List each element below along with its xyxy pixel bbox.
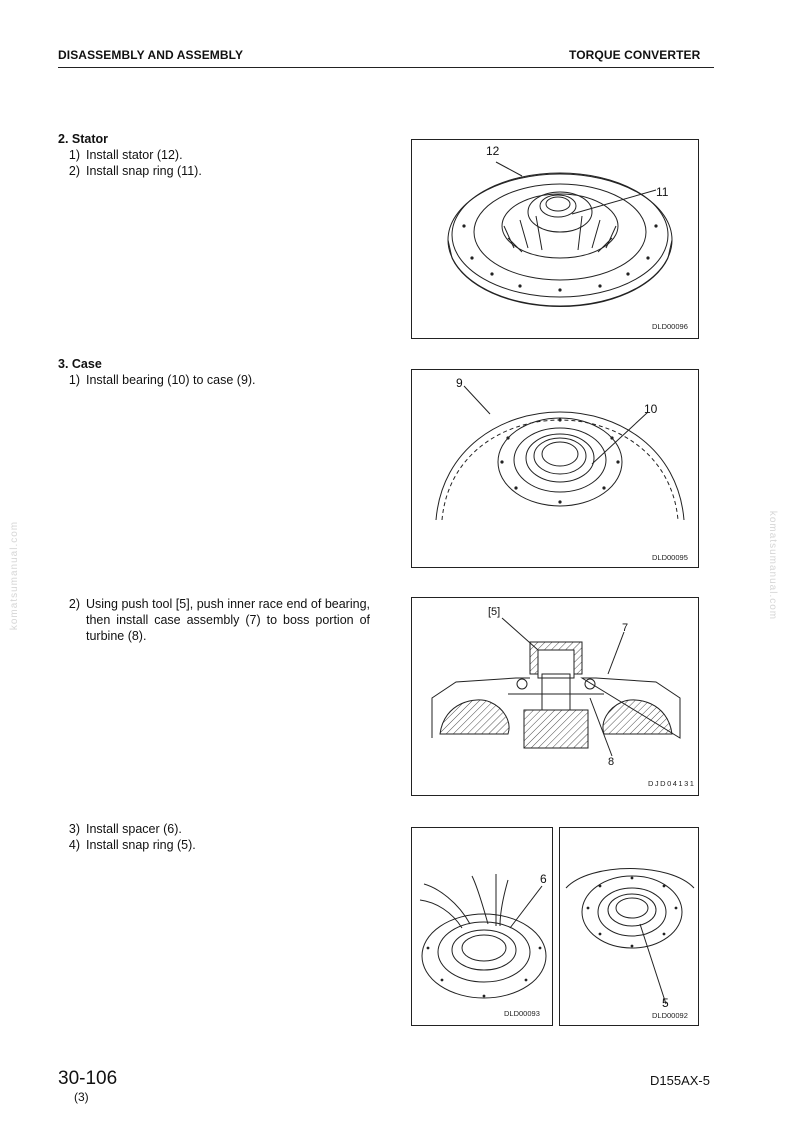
callout-label: 6 bbox=[540, 872, 547, 886]
figure-stator bbox=[411, 139, 699, 339]
stator-drawing bbox=[412, 140, 700, 340]
figure-code: DLD00095 bbox=[652, 553, 688, 562]
callout-label: [5] bbox=[488, 606, 501, 618]
figure-code: DLD00092 bbox=[652, 1011, 688, 1020]
callout-label: 8 bbox=[608, 756, 615, 768]
case-drawing bbox=[412, 370, 700, 569]
step-item: 2) Using push tool [5], push inner race end of bearing, then install case assembly (7) to boss portion of turbine (8). bbox=[68, 597, 370, 643]
step-item: 1) Install stator (12). bbox=[68, 148, 183, 162]
figure-spacer bbox=[411, 827, 553, 1026]
step-item: 1) Install bearing (10) to case (9). bbox=[68, 373, 256, 387]
callout-label: 11 bbox=[656, 185, 669, 199]
step-item: 3) Install spacer (6). bbox=[68, 822, 182, 836]
section-title-stator: 2. Stator bbox=[58, 132, 109, 146]
figure-code: DLD00093 bbox=[504, 1009, 540, 1018]
callout-label: 5 bbox=[662, 996, 669, 1010]
watermark-left: komatsumanual.com bbox=[9, 520, 21, 631]
snap-ring-drawing bbox=[560, 828, 700, 1027]
callout-label: 10 bbox=[644, 402, 658, 416]
callout-label: 9 bbox=[456, 376, 463, 390]
chapter-header: TORQUE CONVERTER bbox=[569, 48, 701, 62]
callout-label: 7 bbox=[622, 622, 629, 634]
section-drawing bbox=[412, 598, 700, 797]
spacer-drawing bbox=[412, 828, 554, 1027]
figure-case bbox=[411, 369, 699, 568]
header-rule bbox=[58, 67, 714, 68]
figure-code: DLD00096 bbox=[652, 322, 688, 331]
figure-code: DJD04131 bbox=[648, 779, 696, 788]
figure-snap-ring bbox=[559, 827, 699, 1026]
watermark-right: komatsumanual.com bbox=[767, 510, 779, 621]
section-title-case: 3. Case bbox=[58, 357, 102, 371]
callout-label: 12 bbox=[486, 144, 500, 158]
model-name: D155AX-5 bbox=[650, 1073, 710, 1088]
section-header: DISASSEMBLY AND ASSEMBLY bbox=[58, 48, 244, 62]
page-number: 30-106 bbox=[58, 1068, 118, 1089]
step-item: 2) Install snap ring (11). bbox=[68, 164, 202, 178]
revision-mark: (3) bbox=[74, 1090, 89, 1104]
step-item: 4) Install snap ring (5). bbox=[68, 838, 196, 852]
figure-section-view bbox=[411, 597, 699, 796]
